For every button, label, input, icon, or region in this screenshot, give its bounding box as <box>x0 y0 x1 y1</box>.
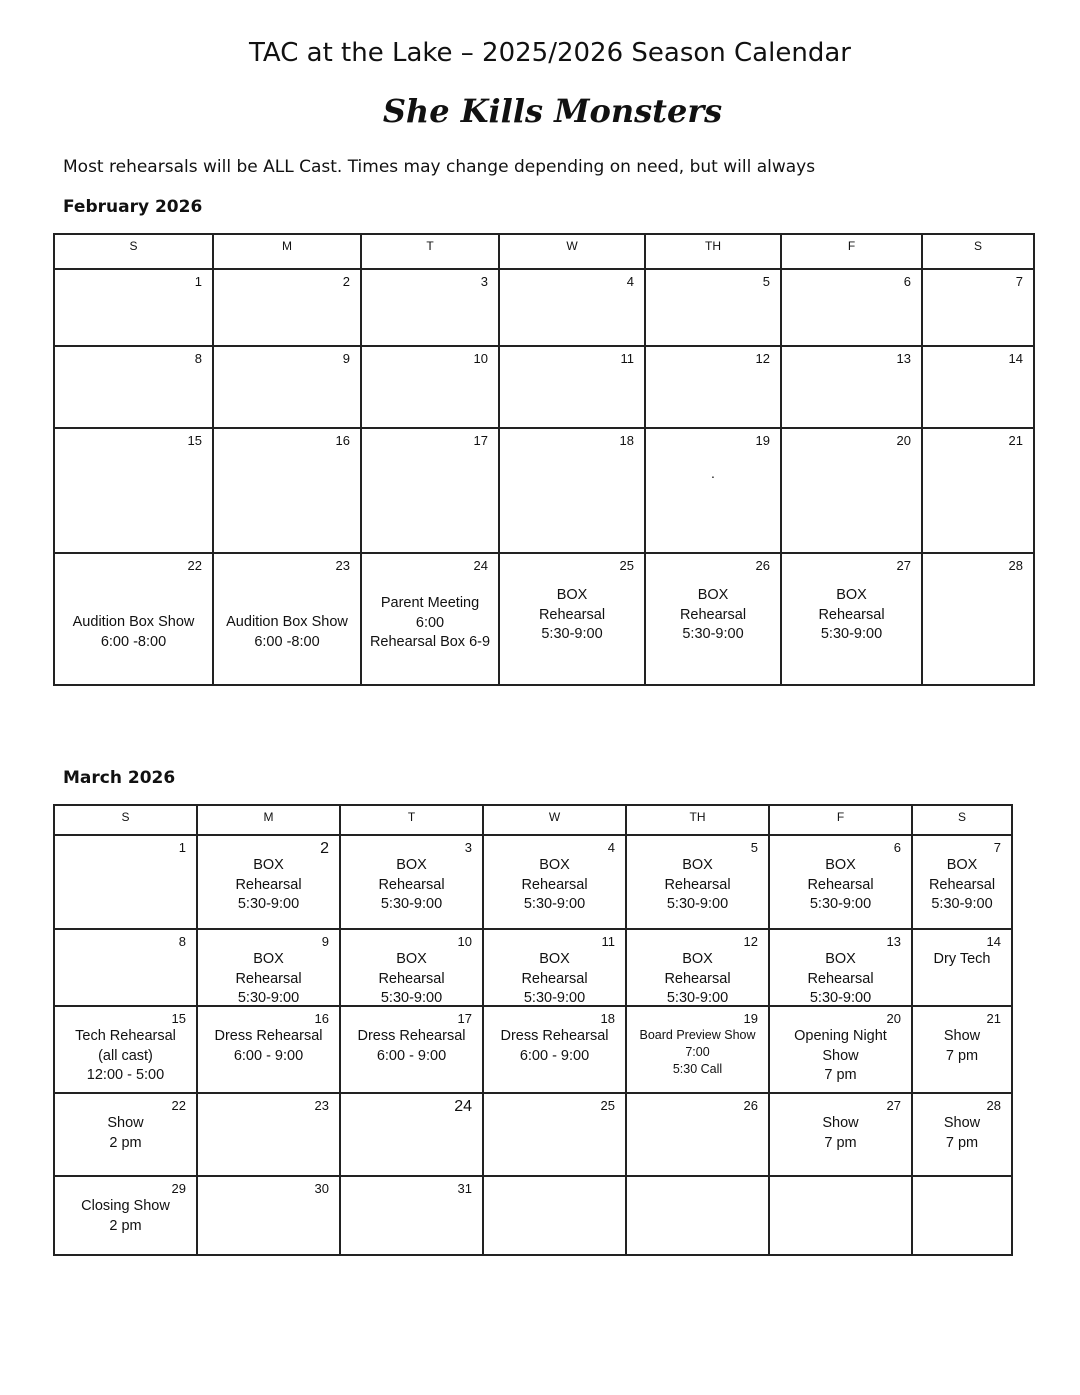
weekday-header: S <box>922 234 1034 269</box>
day-number: 13 <box>896 351 911 366</box>
event-line: Rehearsal <box>818 606 885 623</box>
day-cell-8 <box>54 929 197 1006</box>
day-number: 24 <box>473 558 488 573</box>
day-number: 20 <box>896 433 911 448</box>
day-event <box>55 1114 196 1153</box>
event-line: Rehearsal <box>521 970 588 987</box>
day-number: 30 <box>314 1181 329 1196</box>
day-cell-3 <box>340 835 483 929</box>
event-line: BOX <box>697 587 729 603</box>
event-line: 7 pm <box>945 1047 979 1064</box>
weekday-header: F <box>769 805 912 835</box>
weekday-header: T <box>361 234 499 269</box>
day-number: 17 <box>473 433 488 448</box>
day-cell-27 <box>769 1093 912 1176</box>
day-number: 5 <box>762 274 770 289</box>
event-line: Dry Tech <box>933 951 991 967</box>
day-number: 21 <box>986 1011 1001 1026</box>
day-cell-2 <box>213 269 361 346</box>
day-cell-28 <box>922 553 1034 685</box>
day-cell-19 <box>626 1006 769 1093</box>
event-line: BOX <box>825 857 856 873</box>
day-cell-12 <box>626 929 769 1006</box>
weekday-header: F <box>781 234 922 269</box>
day-cell-16 <box>197 1006 340 1093</box>
event-line: BOX <box>253 951 284 967</box>
day-cell-27 <box>781 553 922 685</box>
day-number: 11 <box>601 934 615 949</box>
day-number: 1 <box>194 274 202 289</box>
day-number: 11 <box>620 351 634 366</box>
cell-mark: . <box>711 465 715 481</box>
day-event <box>484 1027 625 1066</box>
day-number: 10 <box>473 351 488 366</box>
day-number: 24 <box>454 1098 472 1115</box>
event-line: 5:30-9:00 <box>380 990 443 1006</box>
day-cell-2 <box>197 835 340 929</box>
event-line: 5:30-9:00 <box>541 626 603 642</box>
event-line: 7 pm <box>945 1134 979 1151</box>
day-number: 7 <box>993 840 1001 855</box>
day-number: 12 <box>743 934 758 949</box>
day-cell-16 <box>213 428 361 553</box>
event-line: 5:30-9:00 <box>666 990 729 1006</box>
event-line: Show <box>822 1115 859 1131</box>
day-cell-29 <box>54 1176 197 1255</box>
page-title: TAC at the Lake – 2025/2026 Season Calendar <box>249 38 851 68</box>
day-cell-25 <box>483 1093 626 1176</box>
weekday-header: T <box>340 805 483 835</box>
day-number: 22 <box>187 558 202 573</box>
day-number: 13 <box>886 934 901 949</box>
day-number: 15 <box>171 1011 186 1026</box>
event-line: Rehearsal <box>521 876 588 893</box>
day-number: 18 <box>600 1011 615 1026</box>
day-number: 7 <box>1015 274 1023 289</box>
day-number: 2 <box>320 840 329 857</box>
event-line: 6:00 -8:00 <box>100 633 167 650</box>
empty-day-cell <box>483 1176 626 1255</box>
weekday-header: S <box>912 805 1012 835</box>
day-number: 27 <box>896 558 911 573</box>
day-event <box>627 1027 768 1078</box>
day-cell-10 <box>361 346 499 428</box>
day-number: 2 <box>342 274 350 289</box>
day-cell-5 <box>645 269 781 346</box>
day-cell-28 <box>912 1093 1012 1176</box>
day-cell-18 <box>499 428 645 553</box>
weekday-header: M <box>197 805 340 835</box>
event-line: BOX <box>946 857 978 873</box>
day-cell-6 <box>769 835 912 929</box>
day-cell-12 <box>645 346 781 428</box>
february-label: February 2026 <box>63 197 203 217</box>
event-line: 7 pm <box>824 1134 857 1151</box>
day-event <box>770 856 911 915</box>
day-number: 26 <box>755 558 770 573</box>
weekday-header: S <box>54 234 213 269</box>
day-cell-9 <box>197 929 340 1006</box>
event-line: 5:30 Call <box>672 1062 723 1076</box>
event-line: Rehearsal Box 6-9 <box>369 634 491 650</box>
day-cell-19 <box>645 428 781 553</box>
event-line: 6:00 - 9:00 <box>376 1047 447 1064</box>
intro-note: Most rehearsals will be ALL Cast. Times may change depending on need, but will always <box>63 157 816 177</box>
day-number: 19 <box>743 1011 758 1026</box>
day-cell-26 <box>645 553 781 685</box>
day-number: 3 <box>464 840 472 855</box>
event-line: 5:30-9:00 <box>931 896 993 912</box>
day-event <box>770 1114 911 1153</box>
day-number: 28 <box>986 1098 1001 1113</box>
day-cell-4 <box>483 835 626 929</box>
event-line: 5:30-9:00 <box>682 626 744 642</box>
event-line: BOX <box>396 857 427 873</box>
event-line: BOX <box>539 857 570 873</box>
day-number: 14 <box>1008 351 1023 366</box>
event-line: Show <box>107 1115 144 1131</box>
day-cell-13 <box>781 346 922 428</box>
event-line: Rehearsal <box>928 876 996 893</box>
day-number: 6 <box>903 274 911 289</box>
event-line: 7:00 <box>685 1045 710 1059</box>
day-cell-11 <box>499 346 645 428</box>
event-line: BOX <box>539 951 570 967</box>
day-cell-9 <box>213 346 361 428</box>
day-cell-4 <box>499 269 645 346</box>
day-event <box>646 586 780 645</box>
event-line: Closing Show <box>81 1198 170 1214</box>
empty-day-cell <box>769 1176 912 1255</box>
day-cell-5 <box>626 835 769 929</box>
event-line: Dress Rehearsal <box>214 1028 323 1044</box>
day-cell-1 <box>54 269 213 346</box>
day-number: 28 <box>1008 558 1023 573</box>
day-event <box>627 950 768 1009</box>
day-number: 10 <box>457 934 472 949</box>
day-number: 6 <box>893 840 901 855</box>
day-cell-17 <box>361 428 499 553</box>
day-cell-20 <box>769 1006 912 1093</box>
event-line: Audition Box Show <box>226 614 348 630</box>
event-line: 5:30-9:00 <box>523 896 586 912</box>
day-event <box>770 950 911 1009</box>
event-line: 5:30-9:00 <box>666 896 729 912</box>
event-line: Rehearsal <box>235 970 302 987</box>
event-line: 6:00 <box>415 614 445 631</box>
day-number: 1 <box>178 840 186 855</box>
day-number: 14 <box>986 934 1001 949</box>
day-cell-20 <box>781 428 922 553</box>
event-line: 5:30-9:00 <box>237 896 300 912</box>
day-cell-18 <box>483 1006 626 1093</box>
event-line: 2 pm <box>109 1134 142 1151</box>
day-cell-24 <box>340 1093 483 1176</box>
event-line: 6:00 -8:00 <box>254 633 320 650</box>
day-cell-1 <box>54 835 197 929</box>
event-line: Dress Rehearsal <box>357 1028 466 1044</box>
day-number: 4 <box>626 274 634 289</box>
day-event <box>362 594 498 653</box>
event-line: Show <box>943 1115 981 1131</box>
day-cell-22 <box>54 553 213 685</box>
day-cell-22 <box>54 1093 197 1176</box>
day-number: 20 <box>886 1011 901 1026</box>
day-number: 4 <box>607 840 615 855</box>
day-number: 12 <box>755 351 770 366</box>
day-number: 26 <box>743 1098 758 1113</box>
day-number: 18 <box>619 433 634 448</box>
day-event <box>913 1114 1011 1153</box>
day-event <box>913 1027 1011 1066</box>
event-line: Rehearsal <box>664 876 731 893</box>
event-line: BOX <box>836 587 867 603</box>
event-line: Show <box>943 1028 981 1044</box>
day-cell-26 <box>626 1093 769 1176</box>
event-line: Board Preview Show <box>639 1028 756 1042</box>
day-number: 3 <box>480 274 488 289</box>
day-event <box>484 950 625 1009</box>
day-event <box>341 950 482 1009</box>
day-event <box>55 613 212 652</box>
event-line: (all cast) <box>98 1047 153 1064</box>
day-number: 9 <box>342 351 350 366</box>
event-line: Rehearsal <box>538 606 606 623</box>
day-number: 23 <box>314 1098 329 1113</box>
day-number: 21 <box>1008 433 1023 448</box>
day-number: 16 <box>335 433 350 448</box>
event-line: 5:30-9:00 <box>380 896 443 912</box>
event-line: BOX <box>556 587 588 603</box>
day-event <box>913 950 1011 970</box>
event-line: BOX <box>825 951 856 967</box>
event-line: Opening Night <box>794 1028 887 1044</box>
day-cell-21 <box>912 1006 1012 1093</box>
march-calendar <box>53 804 1013 1256</box>
event-line: 5:30-9:00 <box>809 896 872 912</box>
day-number: 25 <box>619 558 634 573</box>
day-cell-7 <box>922 269 1034 346</box>
event-line: 5:30-9:00 <box>809 990 872 1006</box>
weekday-header: M <box>213 234 361 269</box>
february-calendar <box>53 233 1035 686</box>
day-cell-21 <box>922 428 1034 553</box>
empty-day-cell <box>912 1176 1012 1255</box>
day-number: 27 <box>886 1098 901 1113</box>
event-line: 6:00 - 9:00 <box>233 1047 304 1064</box>
weekday-header: TH <box>645 234 781 269</box>
day-number: 25 <box>600 1098 615 1113</box>
event-line: 5:30-9:00 <box>523 990 586 1006</box>
day-cell-23 <box>213 553 361 685</box>
event-line: BOX <box>682 951 713 967</box>
day-cell-24 <box>361 553 499 685</box>
day-cell-31 <box>340 1176 483 1255</box>
day-cell-25 <box>499 553 645 685</box>
day-number: 22 <box>171 1098 186 1113</box>
event-line: Parent Meeting <box>380 595 480 611</box>
day-event <box>627 856 768 915</box>
day-event <box>782 586 921 645</box>
day-cell-30 <box>197 1176 340 1255</box>
event-line: Rehearsal <box>378 970 445 987</box>
event-line: 5:30-9:00 <box>237 990 300 1006</box>
day-event <box>341 1027 482 1066</box>
day-event <box>214 613 360 652</box>
day-cell-6 <box>781 269 922 346</box>
event-line: 12:00 - 5:00 <box>86 1067 165 1083</box>
day-cell-15 <box>54 428 213 553</box>
event-line: Rehearsal <box>679 606 747 623</box>
event-line: BOX <box>396 951 427 967</box>
day-number: 15 <box>187 433 202 448</box>
day-event <box>198 856 339 915</box>
day-cell-23 <box>197 1093 340 1176</box>
day-event <box>913 856 1011 915</box>
day-number: 19 <box>755 433 770 448</box>
day-cell-3 <box>361 269 499 346</box>
event-line: Audition Box Show <box>72 614 195 630</box>
day-event <box>770 1027 911 1086</box>
day-number: 9 <box>321 934 329 949</box>
event-line: 6:00 - 9:00 <box>519 1047 590 1064</box>
event-line: 7 pm <box>824 1067 857 1083</box>
event-line: Rehearsal <box>664 970 731 987</box>
event-line: Tech Rehearsal <box>75 1028 176 1044</box>
march-label: March 2026 <box>63 768 176 788</box>
weekday-header: W <box>499 234 645 269</box>
day-cell-15 <box>54 1006 197 1093</box>
day-event <box>341 856 482 915</box>
day-cell-7 <box>912 835 1012 929</box>
day-cell-8 <box>54 346 213 428</box>
day-number: 16 <box>314 1011 329 1026</box>
day-event <box>198 1027 339 1066</box>
event-line: Dress Rehearsal <box>500 1028 609 1044</box>
day-event <box>484 856 625 915</box>
event-line: 2 pm <box>109 1217 142 1234</box>
weekday-header: S <box>54 805 197 835</box>
day-event <box>55 1027 196 1086</box>
day-number: 8 <box>178 934 186 949</box>
event-line: Show <box>822 1047 859 1064</box>
day-event <box>55 1197 196 1236</box>
event-line: Rehearsal <box>807 970 874 987</box>
day-cell-14 <box>922 346 1034 428</box>
day-cell-11 <box>483 929 626 1006</box>
day-number: 8 <box>194 351 202 366</box>
show-title: She Kills Monsters <box>382 92 723 130</box>
day-number: 17 <box>457 1011 472 1026</box>
day-cell-13 <box>769 929 912 1006</box>
weekday-header: TH <box>626 805 769 835</box>
empty-day-cell <box>626 1176 769 1255</box>
day-number: 31 <box>457 1181 472 1196</box>
event-line: BOX <box>682 857 713 873</box>
day-number: 23 <box>335 558 350 573</box>
event-line: 5:30-9:00 <box>820 626 883 642</box>
day-event <box>198 950 339 1009</box>
weekday-header: W <box>483 805 626 835</box>
day-cell-10 <box>340 929 483 1006</box>
day-event <box>500 586 644 645</box>
event-line: Rehearsal <box>235 876 302 893</box>
event-line: Rehearsal <box>378 876 445 893</box>
day-cell-17 <box>340 1006 483 1093</box>
event-line: BOX <box>253 857 284 873</box>
event-line: Rehearsal <box>807 876 874 893</box>
day-number: 29 <box>171 1181 186 1196</box>
day-number: 5 <box>750 840 758 855</box>
day-cell-14 <box>912 929 1012 1006</box>
